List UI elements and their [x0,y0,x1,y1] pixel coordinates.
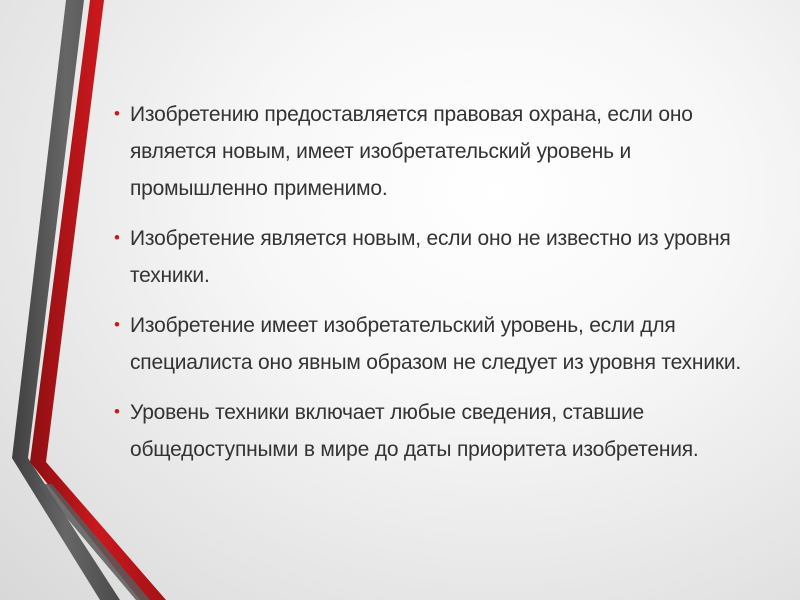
bullet-list [114,96,764,468]
bullet-text: Изобретение имеет изобретательский уровень, если для специалиста оно явным образом не следует из уровня техники. [130,314,742,374]
bullet-content [114,96,764,481]
bullet-icon: • [114,104,120,123]
bullet-icon: • [114,315,120,334]
list-item [114,394,764,468]
bullet-icon: • [114,228,120,247]
list-item [114,96,764,207]
bullet-text: Изобретение является новым, если оно не известно из уровня техники. [130,227,731,287]
list-item [114,220,764,294]
bullet-text: Уровень техники включает любые сведения, ставшие общедоступными в мире до даты приоритета изобретения. [130,401,699,461]
bullet-icon: • [114,402,120,421]
bullet-text: Изобретению предоставляется правовая охрана, если оно является новым, имеет изобретательский уровень и промышленно применимо. [130,103,693,200]
list-item [114,307,764,381]
